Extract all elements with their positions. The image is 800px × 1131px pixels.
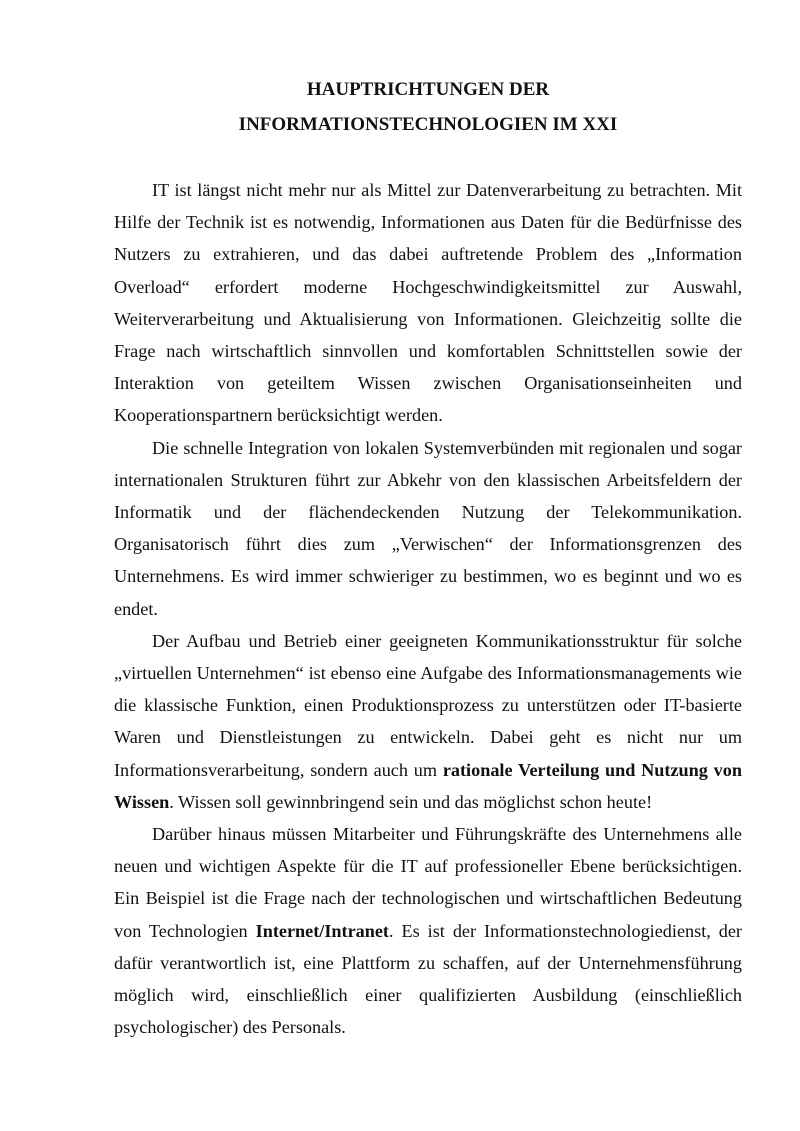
document-title [114, 72, 742, 142]
paragraph-4 [114, 818, 742, 1043]
document-page [114, 72, 742, 1043]
paragraph-3-bold-phrase: rationale Verteilung und Nutzung von Wissen [114, 759, 742, 812]
title-line-2: INFORMATIONSTECHNOLOGIEN IM XXI [238, 114, 618, 135]
paragraph-3 [114, 625, 742, 818]
paragraph-2: Die schnelle Integration von lokalen Systemverbünden mit regionalen und sogar internationalen Strukturen führt zur Abkehr von den klassischen Arbeitsfeldern der Informatik und der flächendeckenden Nutzung der Telekommunikation. Organisatorisch führt dies zum „Verwischen“ der Informationsgrenzen des Unternehmens. Es wird immer schwieriger zu bestimmen, wo es beginnt und wo es endet. [114, 437, 742, 619]
paragraph-4-text-end: . Es ist der Informationstechnologiedienst, der dafür verantwortlich ist, eine Plattform zu schaffen, auf der Unternehmensführung möglich wird, einschließlich einer qualifizierten Ausbildung (einschließlich psychologischer) des Personals. [114, 920, 742, 1038]
paragraph-1: IT ist längst nicht mehr nur als Mittel zur Datenverarbeitung zu betrachten. Mit Hilfe der Technik ist es notwendig, Informationen aus Daten für die Bedürfnisse des Nutzers zu extrahieren, und das dabei auftretende Problem des „Information Overload“ erfordert moderne Hochgeschwindigkeitsmittel zur Auswahl, Weiterverarbeitung und Aktualisierung von Informationen. Gleichzeitig sollte die Frage nach wirtschaftlich sinnvollen und komfortablen Schnittstellen sowie der Interaktion von geteiltem Wissen zwischen Organisationseinheiten und Kooperationspartnern berücksichtigt werden. [114, 180, 742, 426]
paragraph-4-text-start: Darüber hinaus müssen Mitarbeiter und Führungskräfte des Unternehmens alle neuen und wichtigen Aspekte für die IT auf professioneller Ebene berücksichtigen. Ein Beispiel ist die Frage nach der technologischen und wirtschaftlichen Bedeutung von Technologien [114, 824, 742, 941]
paragraph-4-bold-phrase: Internet/Intranet [255, 920, 389, 941]
title-line-1: HAUPTRICHTUNGEN DER [306, 79, 550, 100]
paragraph-3-text-start: Der Aufbau und Betrieb einer geeigneten Kommunikationsstruktur für solche „virtuellen Unternehmen“ ist ebenso eine Aufgabe des Informationsmanagements wie die klassische Funktion, einen Produktionsprozess zu unterstützen oder IT-basierte Waren und Dienstleistungen zu entwickeln. Dabei geht es nicht nur um Informationsverarbeitung, sondern auch um [114, 630, 742, 780]
paragraph-3-text-end: . Wissen soll gewinnbringend sein und das möglichst schon heute! [169, 791, 653, 812]
